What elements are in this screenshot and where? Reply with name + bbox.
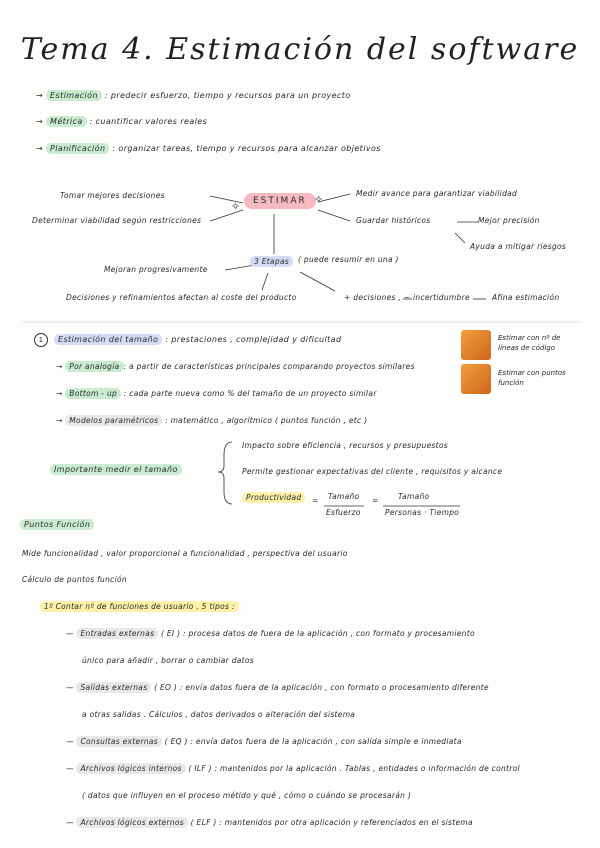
pf-type-ei: — Entradas externas ( EI ) : procesa datos de fuera de la aplicación , con formato y procesamiento (66, 629, 475, 638)
sparkle-icon: ✧ (314, 193, 324, 206)
size-item-analogia: → Por analogía : a partir de características principales comparando proyectos similares (56, 362, 415, 371)
map-bottom3: Afina estimación (492, 293, 560, 302)
frac2-den: Personas · Tiempo (385, 508, 460, 517)
size-item-bottomup: → Bottom - up : cada parte nueva como % del tamaño de un proyecto similar (56, 389, 377, 398)
def-estimacion: → Estimación : predecir esfuerzo, tiempo y recursos para un proyecto (36, 91, 351, 100)
term-estimacion: Estimación (46, 90, 102, 101)
frac2-num: Tamaño (398, 492, 430, 501)
term-metrica: Métrica (46, 116, 87, 127)
pf-line1: Mide funcionalidad , valor proporcional a funcionalidad , perspectiva del usuario (22, 549, 348, 558)
map-left1: Tomar mejores decisiones (60, 191, 165, 200)
equals-sign: = (312, 496, 319, 505)
pf-type-ei-cont: único para añadir , borrar o cambiar datos (82, 656, 255, 665)
size-item-parametricos: → Modelos paramétricos : matemático , algorítmico ( puntos función , etc ) (56, 416, 368, 425)
productivity-label: Productividad (242, 493, 305, 502)
side-image (461, 330, 491, 360)
term-planificacion: Planificación (46, 143, 109, 154)
map-bottom1: Decisiones y refinamientos afectan al coste del producto (66, 293, 297, 302)
pf-line2: Cálculo de puntos función (22, 575, 127, 584)
pf-type-elf: — Archivos lógicos externos ( ELF ) : mantenidos por otra aplicación y referenciados en el sistema (66, 818, 473, 827)
pf-type-eo: — Salidas externas ( EO ) : envía datos fuera de la aplicación , con formato o procesamiento diferente (66, 683, 489, 692)
map-right1: Medir avance para garantizar viabilidad (356, 189, 518, 198)
size-heading: 1 Estimación del tamaño : prestaciones , complejidad y dificultad (34, 333, 341, 347)
map-bottom2: + decisiones , − incertidumbre (344, 293, 470, 302)
pf-type-ilf-cont: ( datos que influyen en el proceso métido y qué , cómo o cuándo se procesarán ) (82, 791, 412, 800)
map-stages: 3 Etapas (250, 257, 293, 266)
map-center: ESTIMAR (244, 196, 316, 206)
map-right2: Guardar históricos (356, 216, 431, 225)
pf-type-ilf: — Archivos lógicos internos ( ILF ) : mantenidos por la aplicación . Tablas , entidades o información de control (66, 764, 520, 773)
sparkle-icon: ✧ (231, 200, 241, 213)
map-left2: Determinar viabilidad según restricciones (32, 216, 202, 225)
important-size: Importante medir el tamaño (50, 465, 182, 474)
pf-type-eo-cont: a otras salidas . Cálculos , datos derivados o alteración del sistema (82, 710, 356, 719)
map-stages-note: ( puede resumir en una ) (298, 255, 399, 264)
side-image (461, 364, 491, 394)
page-title: Tema 4. Estimación del software (20, 32, 580, 67)
map-right2b: Ayuda a mitigar riesgos (470, 242, 567, 251)
side-note-2: Estimar con puntos función (498, 369, 566, 387)
frac1-den: Esfuerzo (326, 508, 361, 517)
frac1-num: Tamaño (328, 492, 360, 501)
side-note-1: Estimar con nº de líneas de código (498, 334, 561, 352)
pf-step1: 1º Contar nº de funciones de usuario . 5 tipos : (40, 602, 239, 611)
map-right2a: Mejor precisión (478, 216, 540, 225)
pf-heading: Puntos Función (20, 520, 94, 529)
impact-2: Permite gestionar expectativas del cliente , requisitos y alcance (242, 467, 503, 476)
impact-1: Impacto sobre eficiencia , recursos y presupuestos (242, 441, 448, 450)
def-planificacion: → Planificación : organizar tareas, tiempo y recursos para alcanzar objetivos (36, 144, 381, 153)
pf-type-eq: — Consultas externas ( EQ ) : envía datos fuera de la aplicación , con salida simple e inmediata (66, 737, 462, 746)
def-metrica: → Métrica : cuantificar valores reales (36, 117, 208, 126)
equals-sign-2: = (372, 496, 379, 505)
map-improve: Mejoran progresivamente (104, 265, 208, 274)
